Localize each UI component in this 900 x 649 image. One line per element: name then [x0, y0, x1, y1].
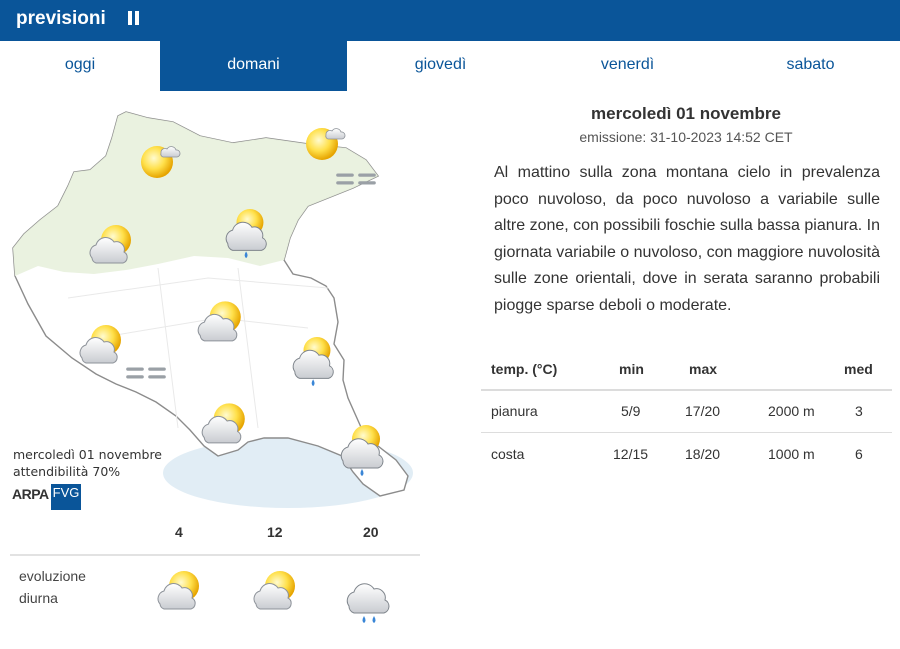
map-caption: [13, 446, 162, 480]
evolution-hour-4: 4: [175, 524, 183, 540]
row-med: 6: [855, 446, 863, 462]
row-min: 12/15: [613, 446, 649, 462]
row-max: 17/20: [685, 403, 721, 419]
sun-cloud-icon: [250, 566, 300, 610]
header-min: min: [619, 361, 644, 377]
day-tabs: [0, 41, 900, 91]
tab-domani[interactable]: domani: [160, 41, 347, 91]
page-title: previsioni: [16, 8, 106, 29]
tab-sabato[interactable]: sabato: [786, 56, 835, 73]
map-caption-reliability: attendibilità 70%: [13, 464, 121, 479]
header-label: temp. (°C): [491, 361, 558, 377]
sun-cloud-icon: [154, 566, 204, 610]
tab-venerdi[interactable]: venerdì: [600, 56, 655, 73]
row-min: 5/9: [621, 403, 641, 419]
forecast-date: mercoledì 01 novembre: [591, 104, 781, 123]
evolution-label: [19, 565, 86, 609]
table-divider: [481, 432, 892, 433]
forecast-text: Al mattino sulla zona montana cielo in prevalenza poco nuvoloso, da poco nuvoloso a variabile sulle altre zone, con possibili foschie sulla bassa pianura. In giornata variabile o nuvoloso, con maggiore nuvolosità sulle zone orientali, dove in serata saranno probabili piogge sparse deboli o moderate.: [494, 164, 881, 314]
header-max: max: [689, 361, 718, 377]
logo-fvg-text: FVG: [51, 484, 81, 510]
row-label: pianura: [491, 403, 538, 419]
top-bar: [0, 0, 900, 41]
rain-cloud-icon: [344, 574, 398, 630]
forecast-emission: emissione: 31-10-2023 14:52 CET: [579, 129, 793, 145]
row-level: 2000 m: [768, 403, 815, 419]
evolution-divider: [10, 554, 420, 556]
tab-oggi[interactable]: oggi: [64, 56, 96, 73]
header-med: med: [844, 361, 873, 377]
tab-giovedi[interactable]: giovedì: [414, 56, 467, 73]
map-caption-date: mercoledì 01 novembre: [13, 447, 162, 462]
table-divider: [481, 389, 892, 391]
row-level: 1000 m: [768, 446, 815, 462]
logo-arpa-text: ARPA: [12, 486, 49, 502]
evolution-label-line1: evoluzione: [19, 568, 86, 584]
evolution-hour-20: 20: [363, 524, 379, 540]
row-med: 3: [855, 403, 863, 419]
pause-icon[interactable]: [128, 11, 142, 27]
row-max: 18/20: [685, 446, 721, 462]
evolution-label-line2: diurna: [19, 590, 58, 606]
evolution-hour-12: 12: [267, 524, 283, 540]
row-label: costa: [491, 446, 525, 462]
